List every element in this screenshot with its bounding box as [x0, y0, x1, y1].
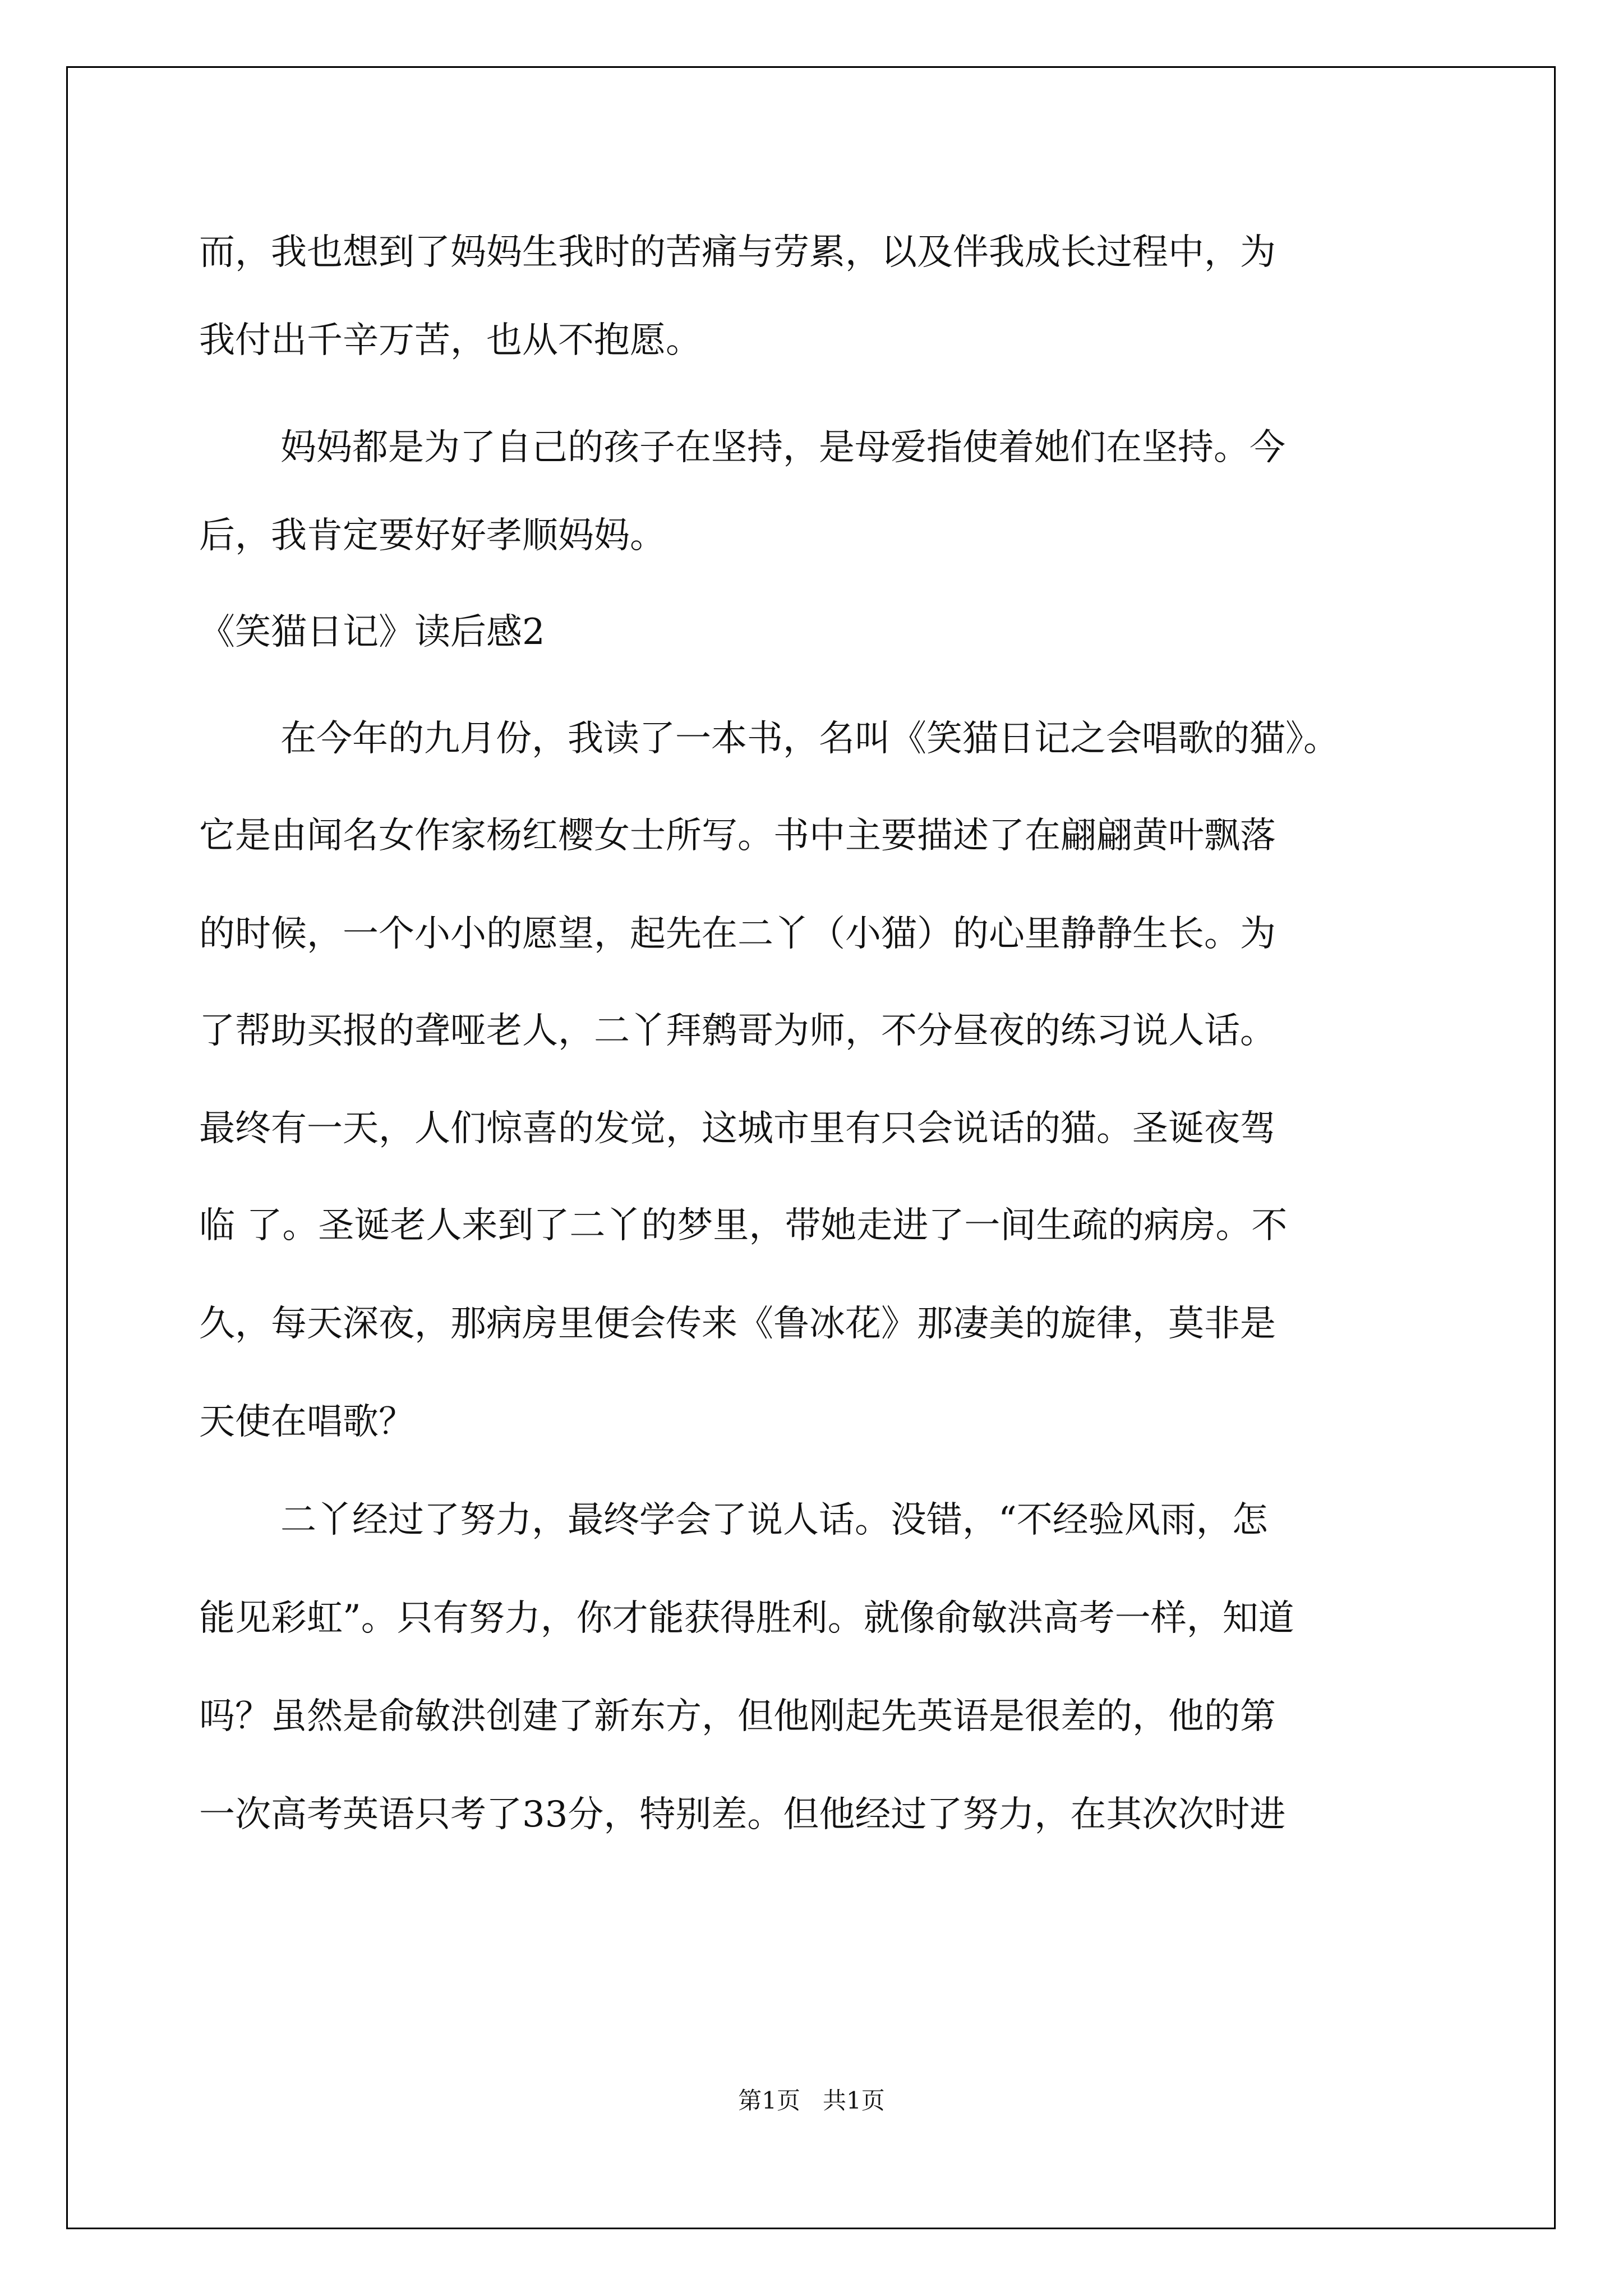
text-line: 的时候，一个小小的愿望，起先在二丫（小猫）的心里静静生长。为 — [199, 913, 1276, 955]
text-line: 后，我肯定要好好孝顺妈妈。 — [199, 515, 666, 556]
text-line: 能见彩虹”。只有努力，你才能获得胜利。就像俞敏洪高考一样，知道 — [199, 1598, 1294, 1639]
text-line: 我付出千辛万苦，也从不抱愿。 — [199, 320, 702, 361]
text-line: 了帮助买报的聋哑老人，二丫拜鹩哥为师，不分昼夜的练习说人话。 — [199, 1010, 1276, 1052]
page-footer: 第1页 共1页 — [738, 2087, 885, 2114]
text-line: 天使在唱歌？ — [199, 1401, 414, 1443]
text-line: 二丫经过了努力，最终学会了说人话。没错，“不经验风雨，怎 — [280, 1499, 1268, 1541]
text-line: 最终有一天，人们惊喜的发觉，这城市里有只会说话的猫。圣诞夜驾 — [199, 1108, 1276, 1149]
text-line: 妈妈都是为了自己的孩子在坚持，是母爱指使着她们在坚持。今 — [280, 427, 1285, 468]
text-line: 吗？虽然是俞敏洪创建了新东方，但他刚起先英语是很差的，他的第 — [199, 1696, 1276, 1737]
text-line: 在今年的九月份，我读了一本书，名叫《笑猫日记之会唱歌的猫》。 — [280, 718, 1339, 760]
text-line: 一次高考英语只考了33分，特别差。但他经过了努力，在其次次时进 — [199, 1794, 1286, 1835]
text-line: 而，我也想到了妈妈生我时的苦痛与劳累，以及伴我成长过程中，为 — [199, 232, 1276, 273]
text-line: 临 了。圣诞老人来到了二丫的梦里，带她走进了一间生疏的病房。不 — [199, 1205, 1288, 1246]
section-heading: 《笑猫日记》读后感2 — [199, 611, 545, 653]
text-line: 它是由闻名女作家杨红樱女士所写。书中主要描述了在翩翩黄叶飘落 — [199, 815, 1276, 857]
text-line: 久，每天深夜，那病房里便会传来《鲁冰花》那凄美的旋律，莫非是 — [199, 1303, 1276, 1345]
